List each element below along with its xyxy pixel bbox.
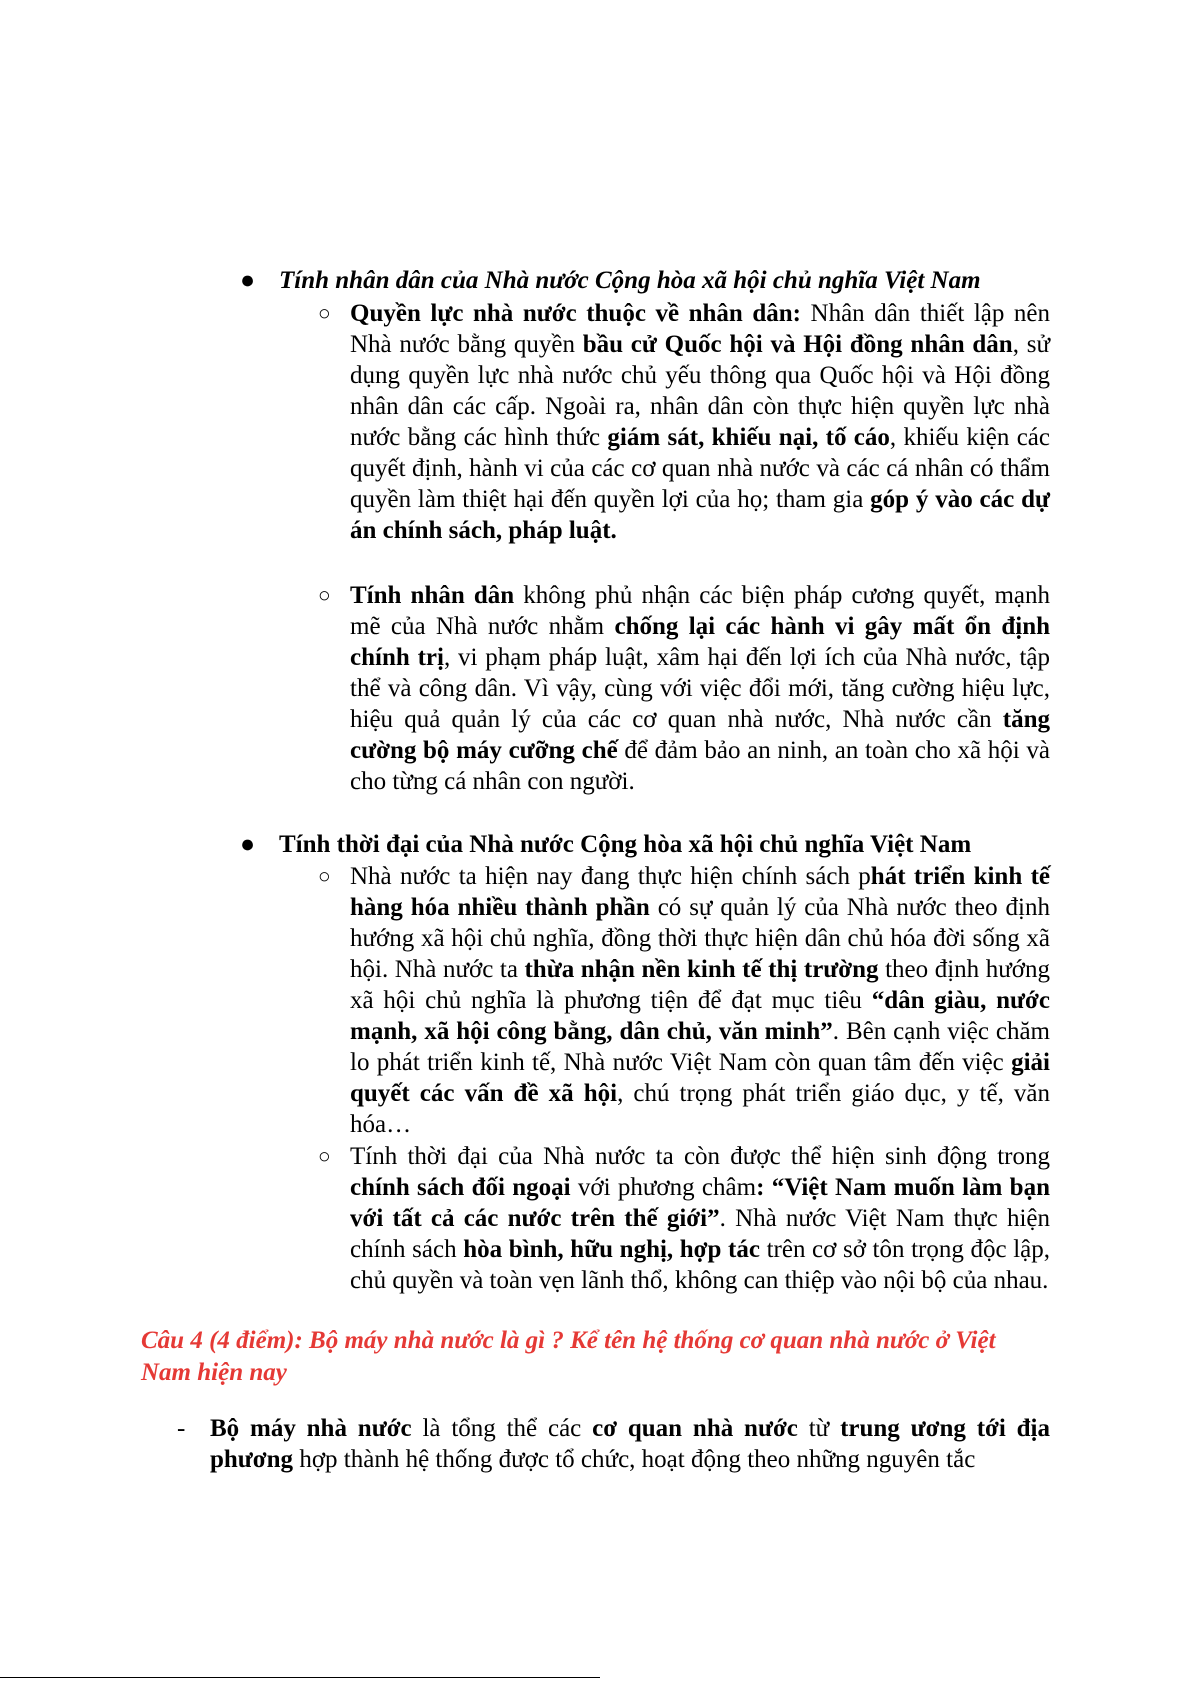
- bullet-icon: ●: [240, 831, 256, 858]
- text-run: Nhà nước ta hiện nay đang thực hiện chính sách p: [350, 863, 871, 890]
- text-run: không phủ nhận các biện pháp cương quyết, mạnh mẽ của Nhà nước nhằm: [350, 582, 1050, 640]
- text-run: . Nhà nước Việt Nam thực hiện chính sách: [350, 1205, 1050, 1263]
- bold-text: “dân giàu, nước mạnh, xã hội công bằng, dân chủ, văn minh”: [350, 987, 1050, 1045]
- section-heading-text: Tính thời đại của Nhà nước Cộng hòa xã hội chủ nghĩa Việt Nam: [279, 831, 972, 858]
- text-run: từ: [797, 1415, 841, 1442]
- bullet-icon: ●: [240, 267, 256, 294]
- circle-bullet-icon: ○: [318, 1144, 331, 1168]
- paragraph: [210, 1413, 1050, 1475]
- bold-text: thừa nhận nền kinh tế thị trường: [524, 956, 879, 983]
- paragraph: [350, 1141, 1050, 1296]
- bold-text: bầu cử Quốc hội và Hội đồng nhân dân: [582, 331, 1013, 358]
- bold-text: trung ương tới địa phương: [210, 1415, 1050, 1473]
- bold-text: Quyền lực nhà nước thuộc về nhân dân:: [350, 300, 801, 327]
- circle-bullet-icon: ○: [318, 583, 331, 607]
- bold-text: góp ý vào các dự án chính sách, pháp luật.: [350, 486, 1050, 544]
- bold-text: chống lại các hành vi gây mất ổn định chính trị: [350, 613, 1050, 671]
- text-run: trên cơ sở tôn trọng độc lập, chủ quyền và toàn vẹn lãnh thổ, không can thiệp vào nội bộ của nhau.: [350, 1236, 1050, 1294]
- footer-divider: [0, 1677, 600, 1678]
- bold-text: Bộ máy nhà nước: [210, 1415, 412, 1442]
- text-run: hợp thành hệ thống được tổ chức, hoạt động theo những nguyên tắc: [293, 1446, 976, 1473]
- bold-text: giám sát, khiếu nại, tố cáo: [607, 424, 890, 451]
- paragraph: [350, 580, 1050, 797]
- section-heading-text: Tính nhân dân của Nhà nước Cộng hòa xã hội chủ nghĩa Việt Nam: [279, 267, 981, 294]
- dash-bullet-icon: -: [177, 1415, 186, 1442]
- text-run: Tính thời đại của Nhà nước ta còn được thể hiện sinh động trong: [350, 1143, 1050, 1170]
- text-run: , sử dụng quyền lực nhà nước chủ yếu thông qua Quốc hội và Hội đồng nhân dân các cấp. Ngoài ra, nhân dân còn thực hiện quyền lực nhà nước bằng các hình thức: [350, 331, 1050, 451]
- circle-bullet-icon: ○: [318, 864, 331, 888]
- paragraph: [350, 861, 1050, 1140]
- text-run: là tổng thể các: [411, 1415, 593, 1442]
- text-run: theo định hướng xã hội chủ nghĩa là phương tiện để đạt mục tiêu: [350, 956, 1050, 1014]
- text-run: Nhân dân thiết lập nên Nhà nước bằng quyền: [350, 300, 1050, 358]
- text-run: để đảm bảo an ninh, an toàn cho xã hội và cho từng cá nhân con người.: [350, 737, 1050, 795]
- paragraph: [350, 298, 1050, 546]
- text-run: , chú trọng phát triển giáo dục, y tế, văn hóa…: [350, 1080, 1050, 1138]
- text-run: , vi phạm pháp luật, xâm hại đến lợi ích của Nhà nước, tập thể và công dân. Vì vậy, cùng với việc đổi mới, tăng cường hiệu lực, hiệu quả quản lý của các cơ quan nhà nước, Nhà nước cần: [350, 644, 1050, 733]
- bold-text: chính sách đối ngoại: [350, 1174, 571, 1201]
- bold-text: hòa bình, hữu nghị, hợp tác: [463, 1236, 760, 1263]
- text-run: , khiếu kiện các quyết định, hành vi của các cơ quan nhà nước và các cá nhân có thẩm quyền làm thiệt hại đến quyền lợi của họ; tham gia: [350, 424, 1051, 513]
- text-run: có sự quản lý của Nhà nước theo định hướng xã hội chủ nghĩa, đồng thời thực hiện dân chủ hóa đời sống xã hội. Nhà nước ta: [350, 894, 1050, 983]
- bold-text: : “Việt Nam muốn làm bạn với tất cả các nước trên thế giới”: [350, 1174, 1050, 1232]
- bold-text: hát triển kinh tế hàng hóa nhiều thành phần: [350, 863, 1050, 921]
- text-run: . Bên cạnh việc chăm lo phát triển kinh tế, Nhà nước Việt Nam còn quan tâm đến việc: [350, 1018, 1050, 1076]
- bold-text: tăng cường bộ máy cưỡng chế: [350, 706, 1050, 764]
- text-run: với phương châm: [570, 1174, 757, 1201]
- bold-text: giải quyết các vấn đề xã hội: [350, 1049, 1050, 1107]
- question-heading: Câu 4 (4 điểm): Bộ máy nhà nước là gì ? Kể tên hệ thống cơ quan nhà nước ở Việt Nam hiện nay: [141, 1327, 996, 1386]
- bold-text: cơ quan nhà nước: [592, 1415, 798, 1442]
- circle-bullet-icon: ○: [318, 301, 331, 325]
- bold-text: Tính nhân dân: [350, 582, 515, 609]
